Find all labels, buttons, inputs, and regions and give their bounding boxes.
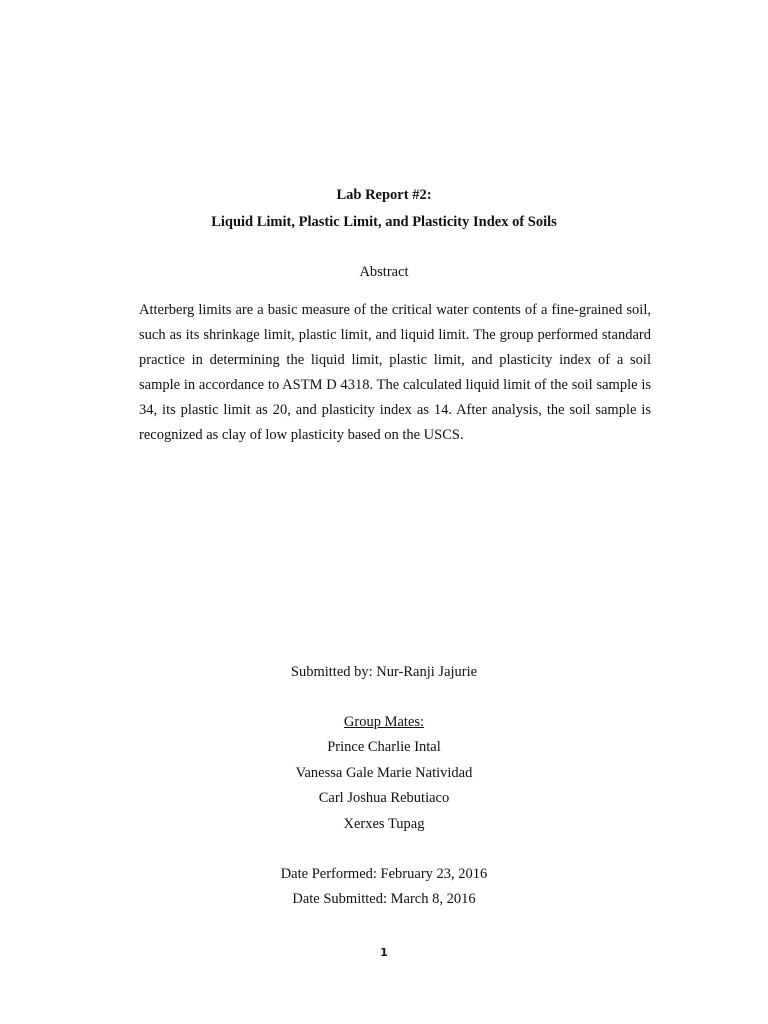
group-mates-heading [0, 713, 768, 731]
report-number: Lab Report #2: [336, 187, 432, 203]
date-submitted: Date Submitted: March 8, 2016 [292, 891, 476, 907]
report-title: Liquid Limit, Plastic Limit, and Plasticity Index of Soils [211, 214, 557, 230]
group-mate-name: Vanessa Gale Marie Natividad [295, 765, 473, 781]
abstract-heading: Abstract [359, 264, 409, 280]
date-performed: Date Performed: February 23, 2016 [280, 866, 488, 882]
page-number: 1 [380, 946, 388, 959]
submitted-by: Submitted by: Nur-Ranji Jajurie [290, 664, 478, 680]
abstract-body: Atterberg limits are a basic measure of the critical water contents of a fine-grained soil, such as its shrinkage limit, plastic limit, and liquid limit. The group performed standard practice in determining the liquid limit, plastic limit, and plasticity index of a soil sample in accordance to ASTM D 4318. The calculated liquid limit of the soil sample is 34, its plastic limit as 20, and plasticity index as 14. After analysis, the soil sample is recognized as clay of low plasticity based on the USCS. [139, 302, 651, 443]
group-mate-name: Prince Charlie Intal [327, 739, 441, 755]
group-mates-heading-text: Group Mates: [343, 714, 425, 730]
group-mate-name: Xerxes Tupag [343, 816, 425, 832]
group-mate-name: Carl Joshua Rebutiaco [318, 790, 450, 806]
